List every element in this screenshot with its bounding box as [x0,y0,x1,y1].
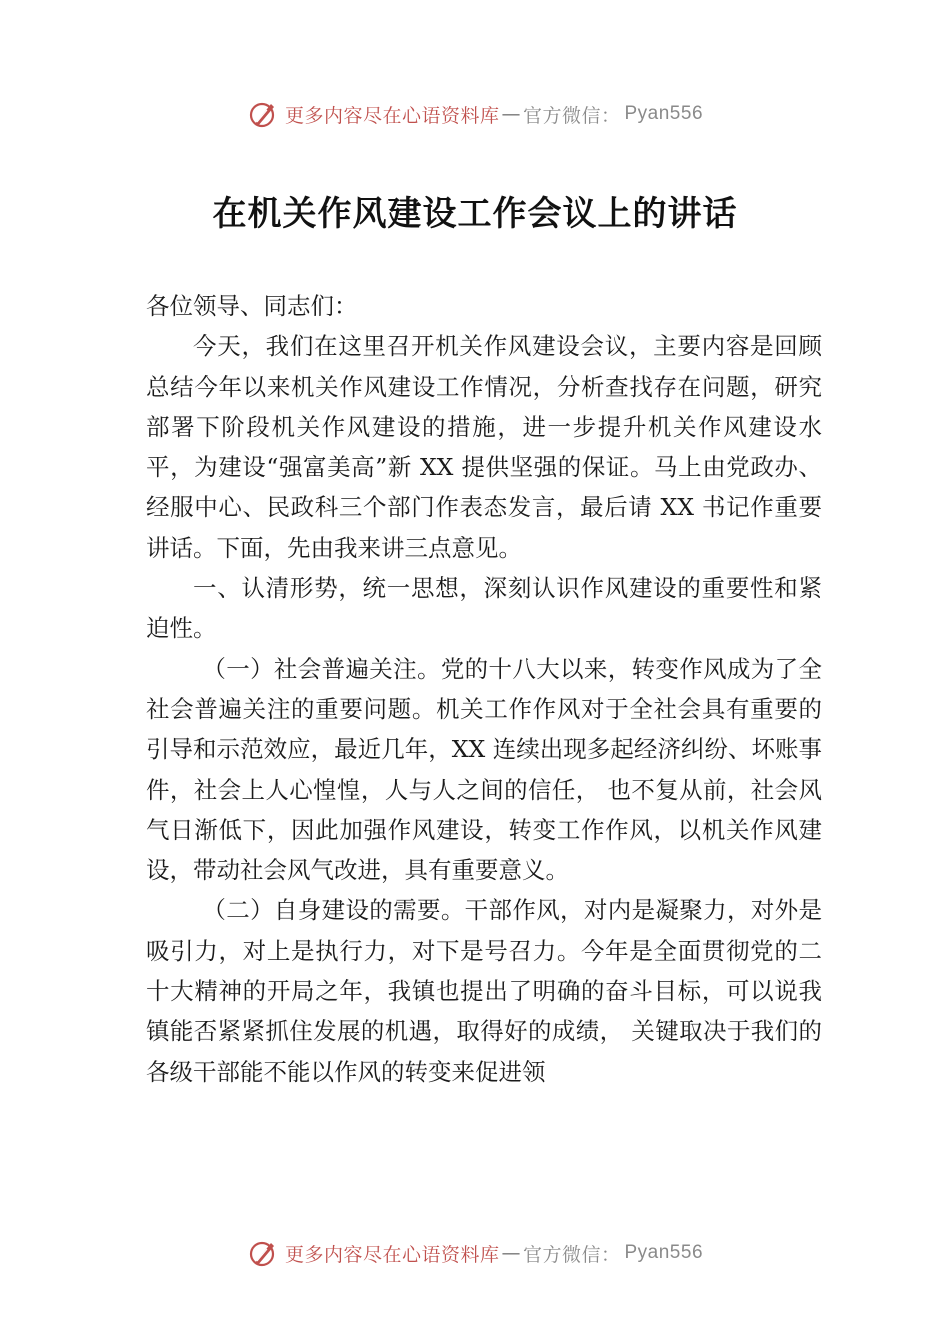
watermark-separator: — [501,1242,521,1264]
watermark-wechat-id: Pyan556 [624,1242,704,1263]
quill-pen-icon [247,98,279,130]
footer-watermark [0,1233,950,1273]
paragraph-intro: 今天，我们在这里召开机关作风建设会议，主要内容是回顾总结今年以来机关作风建设工作情况，分析查找存在问题，研究部署下阶段机关作风建设的措施，进一步提升机关作风建设水平，为建设“强富美高”新 XX 提供坚强的保证。马上由党政办、经服中心、民政科三个部门作表态发言，最后请 XX 书记作重要讲话。下面，先由我来讲三点意见。 [146,332,822,562]
quill-pen-icon [247,1237,279,1269]
greeting: 各位领导、同志们： [146,292,358,320]
watermark-brand: 更多内容尽在心语资料库 [284,1243,500,1266]
watermark-separator: — [501,103,521,125]
watermark-wechat-id: Pyan556 [624,103,704,124]
watermark-brand: 更多内容尽在心语资料库 [284,104,500,127]
watermark-official-label: 官方微信： [522,1243,621,1266]
header-watermark [0,94,950,134]
subsection-2: （二）自身建设的需要。干部作风，对内是凝聚力，对外是吸引力，对上是执行力，对下是号召力。今年是全面贯彻党的二十大精神的开局之年，我镇也提出了明确的奋斗目标，可以说我镇能否紧紧抓住发展的机遇，取得好的成绩， 关键取决于我们的各级干部能不能以作风的转变来促进领 [146,896,822,1086]
document-title: 在机关作风建设工作会议上的讲话 [212,194,738,234]
section-heading-1: 一、认清形势，统一思想，深刻认识作风建设的重要性和紧迫性。 [146,574,822,643]
subsection-1: （一）社会普遍关注。党的十八大以来，转变作风成为了全社会普遍关注的重要问题。机关工作作风对于全社会具有重要的引导和示范效应，最近几年，XX 连续出现多起经济纠纷、坏账事件，社会上人心惶惶，人与人之间的信任， 也不复从前，社会风气日渐低下，因此加强作风建设，转变工作作风，以机关作风建设，带动社会风气改进，具有重要意义。 [146,654,822,885]
document-body [146,286,822,1092]
watermark-official-label: 官方微信： [522,104,621,127]
